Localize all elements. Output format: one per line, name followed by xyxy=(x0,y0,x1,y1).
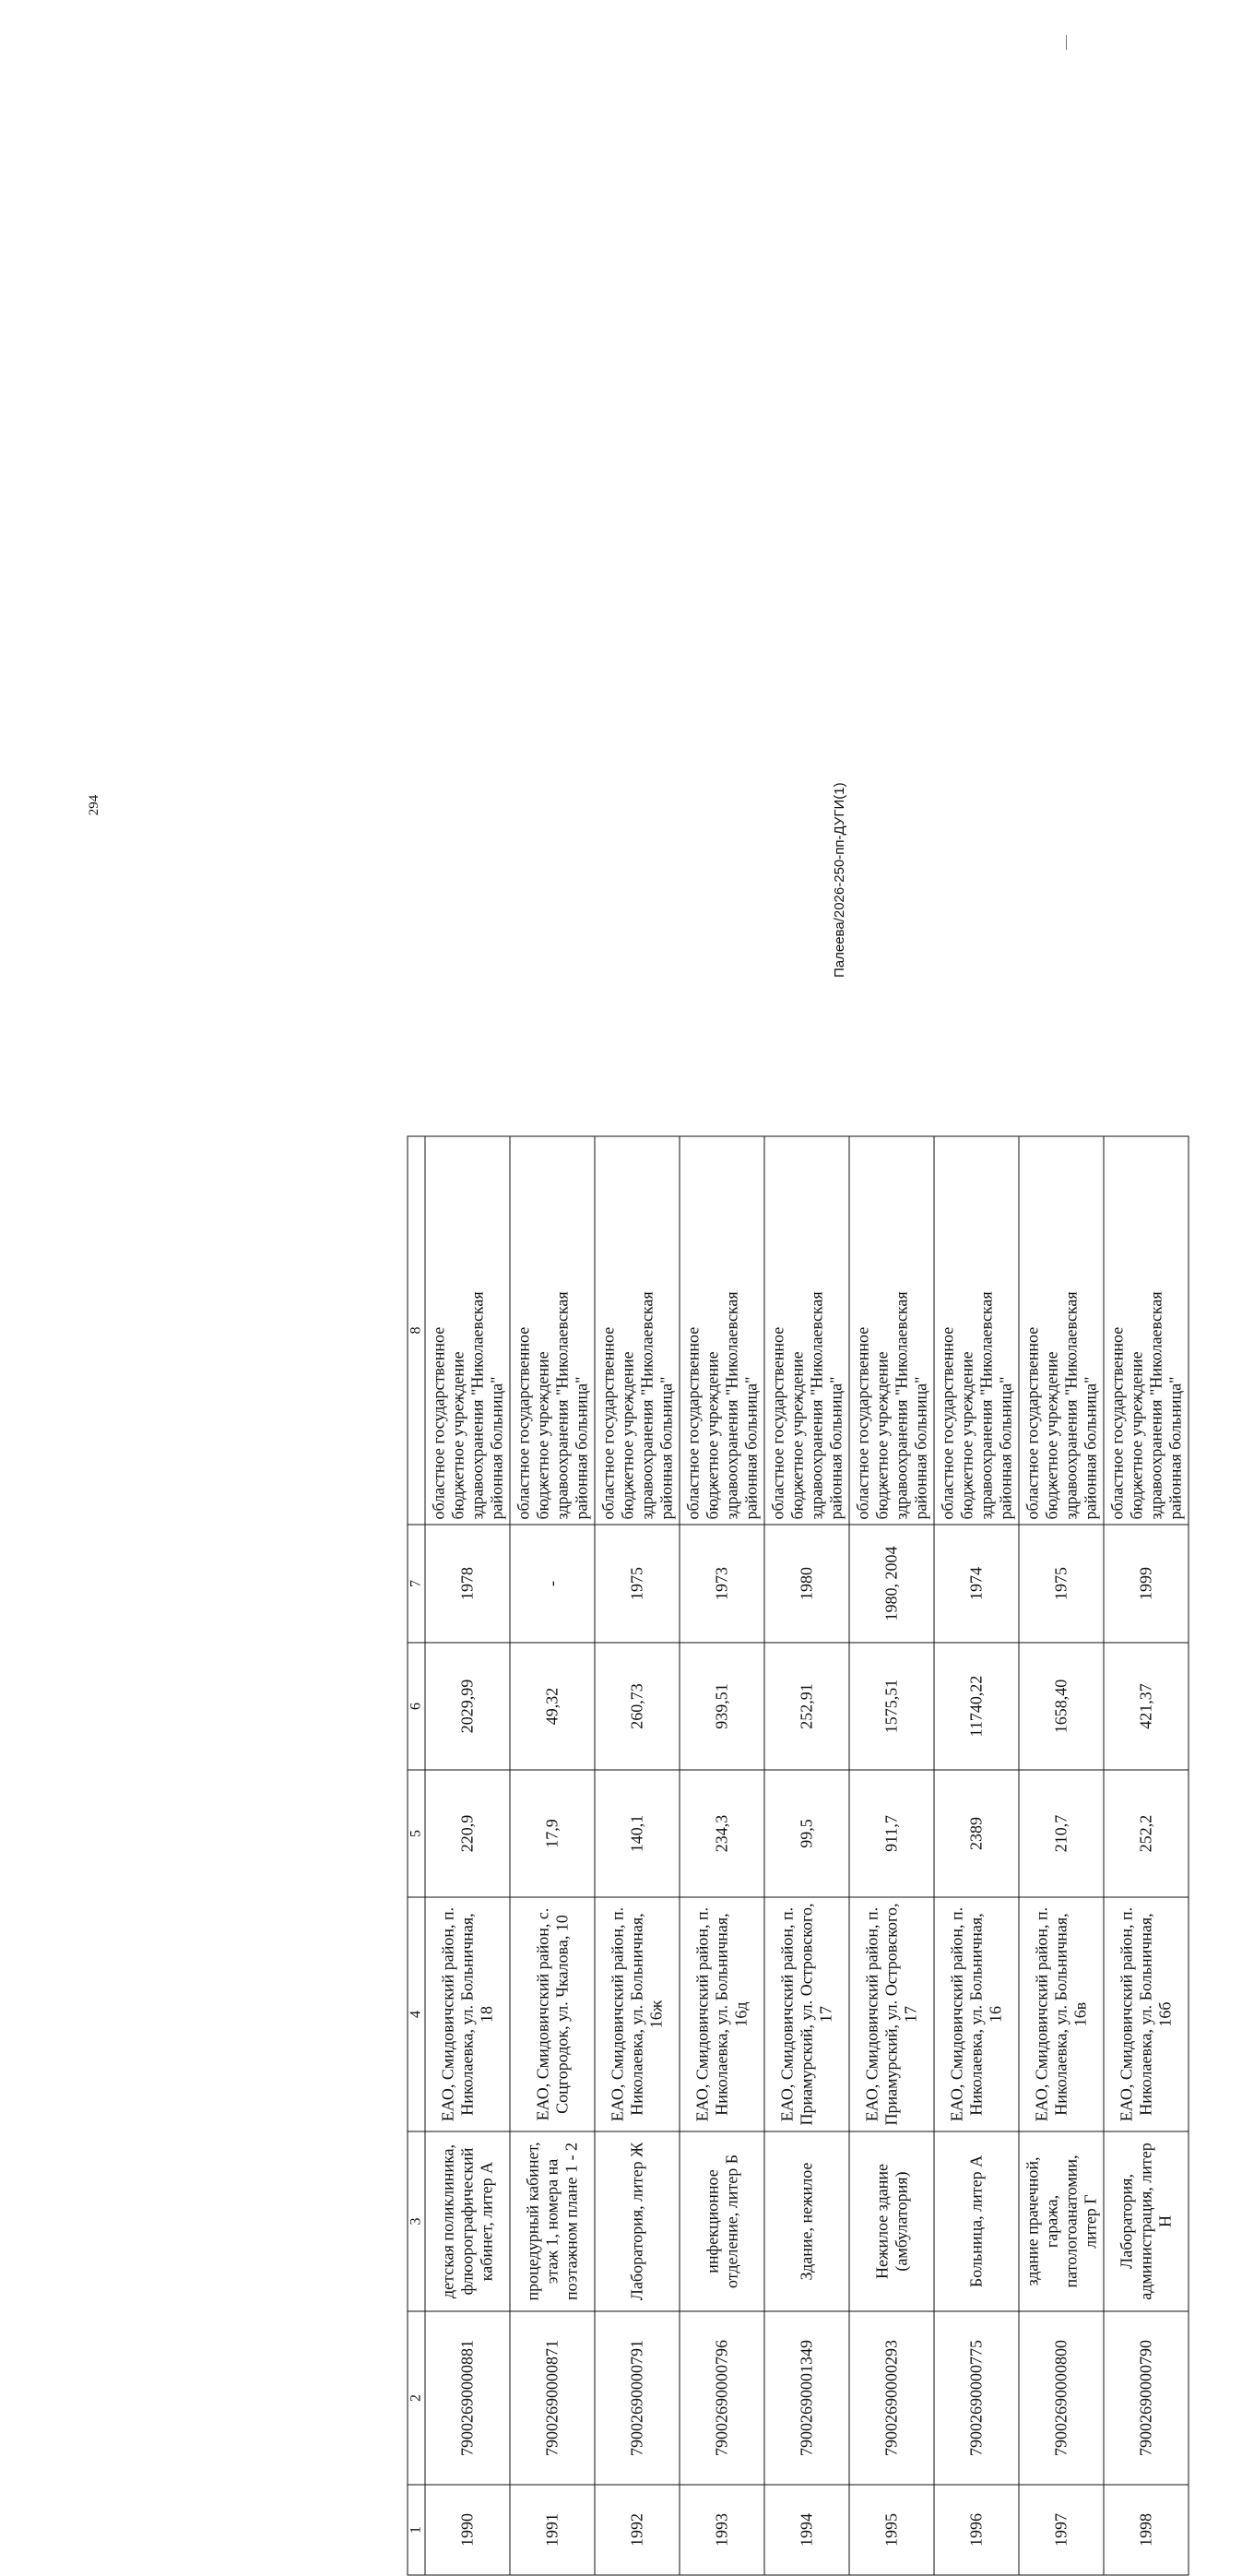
object-address: ЕАО, Смидовичский район, п. Николаевка, ул. Больничная, 16 xyxy=(934,1897,1019,2131)
object-value: 260,73 xyxy=(595,1643,680,1770)
holder-line-3: здравоохранения "Николаевская xyxy=(1061,1291,1080,1520)
holder-line-4: районная больница" xyxy=(741,1376,760,1520)
row-number: 1995 xyxy=(849,2485,934,2575)
page-number: 294 xyxy=(87,794,101,816)
object-area: 210,7 xyxy=(1019,1770,1104,1897)
header-col-6: 6 xyxy=(408,1643,425,1770)
column-number-header xyxy=(408,1136,425,2575)
cadastral-number: 79002690000796 xyxy=(680,2311,764,2485)
rights-holder xyxy=(849,1136,934,1525)
object-area: 234,3 xyxy=(680,1770,764,1897)
document-reference-code: Палеева/2026-250-пп-ДУГИ(1) xyxy=(832,782,847,978)
object-area: 911,7 xyxy=(849,1770,934,1897)
holder-line-4: районная больница" xyxy=(572,1376,590,1520)
rights-holder xyxy=(1019,1136,1104,1525)
row-number: 1998 xyxy=(1104,2485,1189,2575)
rights-holder xyxy=(934,1136,1019,1525)
object-area: 220,9 xyxy=(425,1770,510,1897)
holder-line-1: областное государственное xyxy=(598,1326,617,1520)
cadastral-number: 79002690000790 xyxy=(1104,2311,1189,2485)
object-address: ЕАО, Смидовичский район, с. Соцгородок, ул. Чкалова, 10 xyxy=(510,1897,595,2131)
object-area: 2389 xyxy=(934,1770,1019,1897)
holder-line-3: здравоохранения "Николаевская xyxy=(807,1291,825,1520)
row-number: 1992 xyxy=(595,2485,680,2575)
header-col-8: 8 xyxy=(408,1136,425,1525)
object-name: Нежилое здание (амбулатория) xyxy=(849,2131,934,2311)
object-name: Больница, литер А xyxy=(934,2131,1019,2311)
holder-line-3: здравоохранения "Николаевская xyxy=(722,1291,740,1520)
object-address: ЕАО, Смидовичский район, п. Николаевка, ул. Больничная, 16в xyxy=(1019,1897,1104,2131)
cadastral-number: 79002690000791 xyxy=(595,2311,680,2485)
table-row xyxy=(934,1136,1019,2575)
object-address: ЕАО, Смидовичский район, п. Николаевка, ул. Больничная, 16ж xyxy=(595,1897,680,2131)
object-year: 1980 xyxy=(764,1525,849,1643)
holder-line-4: районная больница" xyxy=(996,1376,1014,1520)
cadastral-number: 79002690000293 xyxy=(849,2311,934,2485)
holder-line-2: бюджетное учреждение xyxy=(957,1351,976,1520)
object-value: 2029,99 xyxy=(425,1643,510,1770)
object-name: Здание, нежилое xyxy=(764,2131,849,2311)
holder-line-3: здравоохранения "Николаевская xyxy=(1146,1291,1165,1520)
row-number: 1993 xyxy=(680,2485,764,2575)
rights-holder xyxy=(764,1136,849,1525)
cadastral-number: 79002690000775 xyxy=(934,2311,1019,2485)
rights-holder xyxy=(425,1136,510,1525)
holder-line-2: бюджетное учреждение xyxy=(1127,1351,1145,1520)
object-name: инфекционное отделение, литер Б xyxy=(680,2131,764,2311)
object-value: 421,37 xyxy=(1104,1643,1189,1770)
holder-line-3: здравоохранения "Николаевская xyxy=(552,1291,571,1520)
table-row xyxy=(1104,1136,1189,2575)
object-address: ЕАО, Смидовичский район, п. Приамурский, ул. Островского, 17 xyxy=(764,1897,849,2131)
header-col-7: 7 xyxy=(408,1525,425,1643)
header-col-2: 2 xyxy=(408,2311,425,2485)
object-year: 1999 xyxy=(1104,1525,1189,1643)
row-number: 1996 xyxy=(934,2485,1019,2575)
header-col-4: 4 xyxy=(408,1897,425,2131)
holder-line-2: бюджетное учреждение xyxy=(703,1351,721,1520)
holder-line-2: бюджетное учреждение xyxy=(448,1351,467,1520)
holder-line-1: областное государственное xyxy=(768,1326,787,1520)
object-address: ЕАО, Смидовичский район, п. Николаевка, ул. Больничная, 18 xyxy=(425,1897,510,2131)
table-row xyxy=(680,1136,764,2575)
edge-mark xyxy=(1066,35,1067,50)
holder-line-3: здравоохранения "Николаевская xyxy=(892,1291,910,1520)
row-number: 1990 xyxy=(425,2485,510,2575)
holder-line-2: бюджетное учреждение xyxy=(1042,1351,1060,1520)
object-year: 1974 xyxy=(934,1525,1019,1643)
object-name: процедурный кабинет, этаж 1, номера на поэтажном плане 1 - 2 xyxy=(510,2131,595,2311)
holder-line-4: районная больница" xyxy=(1081,1376,1099,1520)
holder-line-2: бюджетное учреждение xyxy=(787,1351,806,1520)
object-year: 1980, 2004 xyxy=(849,1525,934,1643)
holder-line-4: районная больница" xyxy=(487,1376,505,1520)
table-row xyxy=(849,1136,934,2575)
table-row xyxy=(425,1136,510,2575)
cadastral-number: 79002690000881 xyxy=(425,2311,510,2485)
table-row xyxy=(510,1136,595,2575)
holder-line-4: районная больница" xyxy=(911,1376,929,1520)
object-year: - xyxy=(510,1525,595,1643)
object-value: 11740,22 xyxy=(934,1643,1019,1770)
object-value: 939,51 xyxy=(680,1643,764,1770)
object-year: 1973 xyxy=(680,1525,764,1643)
object-area: 140,1 xyxy=(595,1770,680,1897)
holder-line-1: областное государственное xyxy=(1023,1326,1041,1520)
header-col-3: 3 xyxy=(408,2131,425,2311)
holder-line-2: бюджетное учреждение xyxy=(618,1351,636,1520)
rights-holder xyxy=(680,1136,764,1525)
holder-line-1: областное государственное xyxy=(683,1326,702,1520)
rights-holder xyxy=(595,1136,680,1525)
object-value: 1658,40 xyxy=(1019,1643,1104,1770)
table-row xyxy=(764,1136,849,2575)
rights-holder xyxy=(510,1136,595,1525)
object-name: здание прачечной, гаража, патологоанатомии, литер Г xyxy=(1019,2131,1104,2311)
header-col-5: 5 xyxy=(408,1770,425,1897)
holder-line-1: областное государственное xyxy=(514,1326,532,1520)
cadastral-number: 79002690001349 xyxy=(764,2311,849,2485)
object-address: ЕАО, Смидовичский район, п. Николаевка, ул. Больничная, 16б xyxy=(1104,1897,1189,2131)
rights-holder xyxy=(1104,1136,1189,1525)
row-number: 1997 xyxy=(1019,2485,1104,2575)
holder-line-4: районная больница" xyxy=(826,1376,845,1520)
object-value: 1575,51 xyxy=(849,1643,934,1770)
object-year: 1975 xyxy=(1019,1525,1104,1643)
object-value: 252,91 xyxy=(764,1643,849,1770)
holder-line-1: областное государственное xyxy=(429,1326,447,1520)
object-area: 99,5 xyxy=(764,1770,849,1897)
holder-line-3: здравоохранения "Николаевская xyxy=(976,1291,995,1520)
object-year: 1978 xyxy=(425,1525,510,1643)
object-address: ЕАО, Смидовичский район, п. Приамурский, ул. Островского, 17 xyxy=(849,1897,934,2131)
object-value: 49,32 xyxy=(510,1643,595,1770)
holder-line-4: районная больница" xyxy=(656,1376,675,1520)
object-address: ЕАО, Смидовичский район, п. Николаевка, ул. Больничная, 16д xyxy=(680,1897,764,2131)
object-name: Лаборатория, литер Ж xyxy=(595,2131,680,2311)
holder-line-4: районная больница" xyxy=(1165,1376,1184,1520)
object-name: Лаборатория, администрация, литер Н xyxy=(1104,2131,1189,2311)
row-number: 1991 xyxy=(510,2485,595,2575)
table-row xyxy=(1019,1136,1104,2575)
rotated-table-container xyxy=(408,1137,1242,2576)
holder-line-1: областное государственное xyxy=(938,1326,956,1520)
object-area: 17,9 xyxy=(510,1770,595,1897)
holder-line-1: областное государственное xyxy=(1107,1326,1126,1520)
holder-line-3: здравоохранения "Николаевская xyxy=(467,1291,486,1520)
cadastral-number: 79002690000800 xyxy=(1019,2311,1104,2485)
object-name: детская поликлиника, флюорографический кабинет, литер А xyxy=(425,2131,510,2311)
holder-line-2: бюджетное учреждение xyxy=(533,1351,551,1520)
row-number: 1994 xyxy=(764,2485,849,2575)
holder-line-3: здравоохранения "Николаевская xyxy=(637,1291,656,1520)
holder-line-1: областное государственное xyxy=(853,1326,871,1520)
header-col-1: 1 xyxy=(408,2485,425,2575)
property-table xyxy=(408,1136,1189,2576)
holder-line-2: бюджетное учреждение xyxy=(872,1351,891,1520)
cadastral-number: 79002690000871 xyxy=(510,2311,595,2485)
object-year: 1975 xyxy=(595,1525,680,1643)
object-area: 252,2 xyxy=(1104,1770,1189,1897)
table-row xyxy=(595,1136,680,2575)
